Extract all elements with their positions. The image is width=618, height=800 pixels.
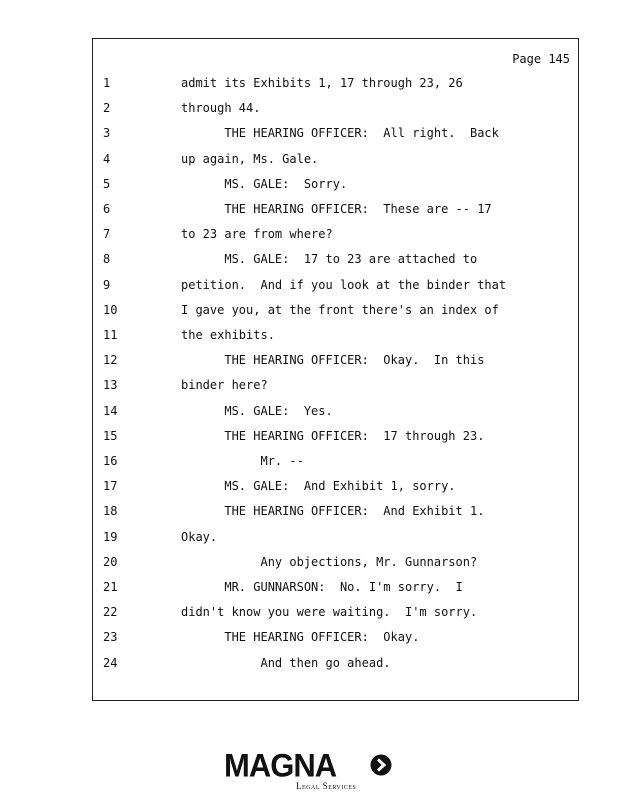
line-number: 7 <box>103 227 111 242</box>
line-number: 16 <box>103 454 118 468</box>
line-number: 17 <box>103 479 118 494</box>
line-number: 19 <box>103 529 118 544</box>
transcript-line <box>93 276 578 294</box>
transcript-line <box>93 452 578 470</box>
line-number: 8 <box>103 252 111 267</box>
transcript-line <box>93 628 578 646</box>
line-text: Okay. <box>181 529 218 544</box>
line-text: Mr. -- <box>181 454 304 468</box>
transcript-line <box>93 553 578 571</box>
line-text: And then go ahead. <box>181 655 391 670</box>
line-text: MR. GUNNARSON: No. I'm sorry. I <box>181 580 463 594</box>
transcript-line <box>93 654 578 672</box>
line-number: 4 <box>103 151 111 166</box>
line-number: 22 <box>103 605 118 620</box>
line-number: 6 <box>103 202 111 216</box>
right-chevron-circle-icon <box>370 754 392 776</box>
logo-wordmark: MAGNA <box>224 746 337 784</box>
line-text: to 23 are from where? <box>181 227 333 242</box>
transcript-line <box>93 225 578 243</box>
transcript-line <box>93 578 578 596</box>
logo-subtitle: Legal Services <box>296 781 357 791</box>
transcript-line <box>93 603 578 621</box>
line-number: 11 <box>103 328 118 342</box>
line-text: THE HEARING OFFICER: 17 through 23. <box>181 428 485 443</box>
transcript-line <box>93 376 578 394</box>
transcript-line <box>93 351 578 369</box>
line-number: 5 <box>103 176 111 191</box>
line-number: 18 <box>103 504 118 519</box>
line-number: 10 <box>103 302 118 317</box>
line-number: 13 <box>103 378 118 393</box>
transcript-line <box>93 99 578 117</box>
transcript-line <box>93 74 578 92</box>
transcript-line <box>93 502 578 520</box>
transcript-line <box>93 402 578 420</box>
line-text: petition. And if you look at the binder that <box>181 277 507 292</box>
line-number: 12 <box>103 353 118 368</box>
line-text: MS. GALE: Yes. <box>181 403 333 418</box>
line-number: 9 <box>103 277 111 292</box>
transcript-page <box>92 38 579 701</box>
line-number: 3 <box>103 126 111 141</box>
transcript-line <box>93 477 578 495</box>
line-number: 1 <box>103 76 111 90</box>
line-text: binder here? <box>181 378 268 393</box>
line-number: 24 <box>103 655 118 670</box>
line-number: 23 <box>103 630 118 645</box>
transcript-line <box>93 150 578 168</box>
transcript-line <box>93 528 578 546</box>
line-number: 20 <box>103 554 118 569</box>
line-text: didn't know you were waiting. I'm sorry. <box>181 605 478 620</box>
line-number: 14 <box>103 403 118 418</box>
transcript-line <box>93 326 578 344</box>
transcript-line <box>93 427 578 445</box>
magna-logo <box>224 748 396 792</box>
line-number: 2 <box>103 101 111 116</box>
line-text: THE HEARING OFFICER: All right. Back <box>181 126 499 141</box>
line-text: I gave you, at the front there's an index of <box>181 302 499 317</box>
page-number: Page 145 <box>512 52 570 66</box>
line-number: 15 <box>103 428 118 443</box>
transcript-line <box>93 200 578 218</box>
line-text: MS. GALE: 17 to 23 are attached to <box>181 252 478 267</box>
line-text: MS. GALE: Sorry. <box>181 176 348 191</box>
transcript-line <box>93 301 578 319</box>
line-text: Any objections, Mr. Gunnarson? <box>181 554 478 569</box>
transcript-line <box>93 175 578 193</box>
line-text: THE HEARING OFFICER: Okay. In this <box>181 353 485 368</box>
line-text: up again, Ms. Gale. <box>181 151 319 166</box>
transcript-line <box>93 250 578 268</box>
line-text: MS. GALE: And Exhibit 1, sorry. <box>181 479 456 494</box>
line-text: the exhibits. <box>181 328 275 342</box>
line-text: THE HEARING OFFICER: And Exhibit 1. <box>181 504 485 519</box>
line-text: through 44. <box>181 101 261 116</box>
line-text: THE HEARING OFFICER: Okay. <box>181 630 420 645</box>
line-number: 21 <box>103 580 118 594</box>
line-text: admit its Exhibits 1, 17 through 23, 26 <box>181 76 463 90</box>
line-text: THE HEARING OFFICER: These are -- 17 <box>181 202 492 216</box>
transcript-line <box>93 124 578 142</box>
